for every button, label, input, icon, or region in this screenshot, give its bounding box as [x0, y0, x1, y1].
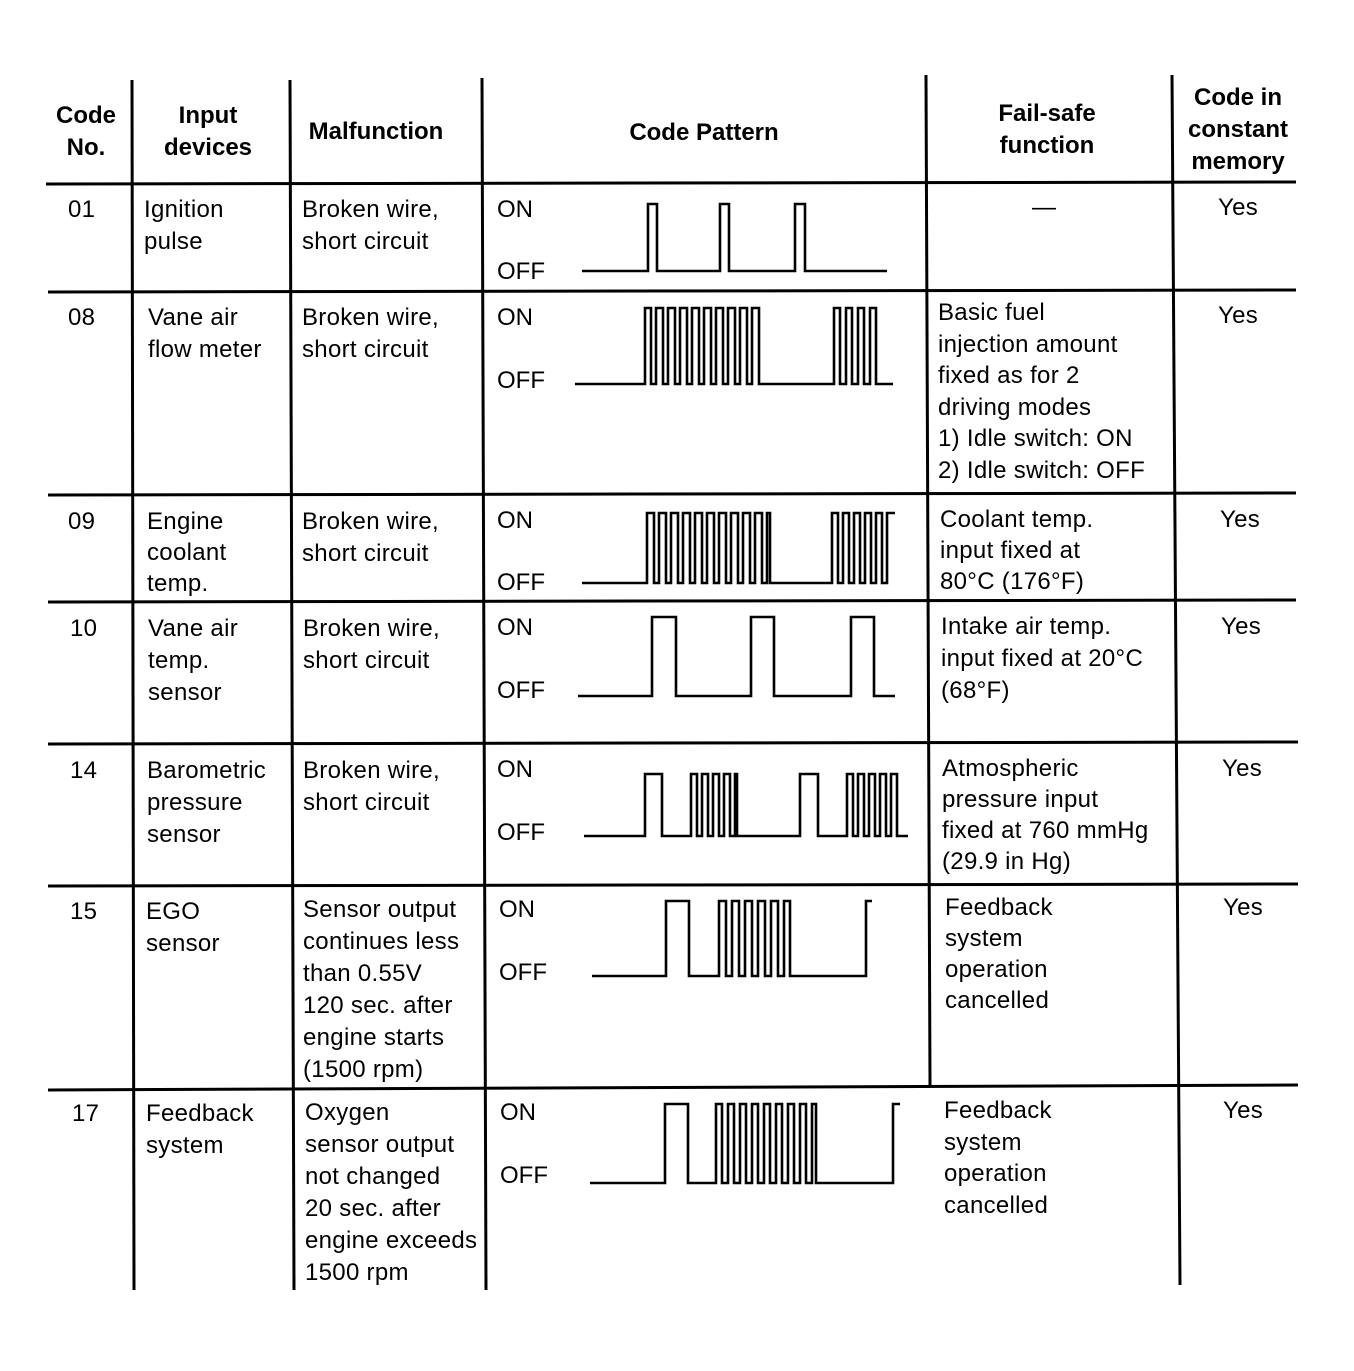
failsafe-09: Coolant temp. input fixed at 80°C (176°F)	[940, 506, 1094, 595]
memory-01: Yes	[1218, 194, 1259, 221]
malfunction-01: Broken wire, short circuit	[302, 196, 439, 255]
malfunction-08: Broken wire, short circuit	[302, 304, 439, 363]
on-label-14: ON	[497, 756, 533, 783]
malfunction-10: Broken wire, short circuit	[303, 615, 440, 674]
memory-09: Yes	[1220, 506, 1261, 533]
code-15: 15	[70, 898, 98, 925]
failsafe-01: —	[1032, 194, 1057, 221]
code-10: 10	[70, 615, 98, 642]
on-label-17: ON	[500, 1099, 536, 1126]
malfunction-14: Broken wire, short circuit	[303, 757, 440, 816]
off-label-10: OFF	[497, 677, 545, 704]
malfunction-15: Sensor output continues less than 0.55V 120 sec. after engine starts (1500 rpm)	[303, 896, 460, 1083]
header-code-no: Code No.	[56, 102, 116, 161]
failsafe-08: Basic fuel injection amount fixed as for 2 driving modes 1) Idle switch: ON 2) Idle switch: OFF	[938, 299, 1146, 484]
memory-14: Yes	[1222, 755, 1263, 782]
failsafe-14: Atmospheric pressure input fixed at 760 mmHg (29.9 in Hg)	[942, 755, 1149, 875]
memory-17: Yes	[1223, 1097, 1264, 1124]
header-constant-memory: Code in constant memory	[1187, 84, 1288, 175]
failsafe-10: Intake air temp. input fixed at 20°C (68°F)	[941, 613, 1144, 704]
on-label-01: ON	[497, 196, 533, 223]
code-14: 14	[70, 757, 98, 784]
off-label-08: OFF	[497, 367, 545, 394]
failsafe-17: Feedback system operation cancelled	[944, 1097, 1052, 1219]
off-label-14: OFF	[497, 819, 545, 846]
off-label-09: OFF	[497, 569, 545, 596]
malfunction-09: Broken wire, short circuit	[302, 508, 439, 567]
device-01: Ignition pulse	[144, 196, 224, 255]
code-17: 17	[72, 1100, 100, 1127]
header-input-devices: Input devices	[163, 102, 253, 161]
code-01: 01	[68, 196, 96, 223]
header-malfunction: Malfunction	[308, 118, 444, 145]
on-label-15: ON	[499, 896, 535, 923]
on-label-08: ON	[497, 304, 533, 331]
off-label-01: OFF	[497, 258, 545, 285]
header-fail-safe: Fail-safe function	[998, 100, 1096, 159]
off-label-17: OFF	[500, 1162, 548, 1189]
device-14: Barometric pressure sensor	[147, 757, 267, 848]
device-08: Vane air flow meter	[148, 304, 262, 363]
device-10: Vane air temp. sensor	[148, 615, 239, 706]
memory-08: Yes	[1218, 302, 1259, 329]
memory-15: Yes	[1223, 894, 1264, 921]
code-08: 08	[68, 304, 96, 331]
memory-10: Yes	[1221, 613, 1262, 640]
off-label-15: OFF	[499, 959, 547, 986]
device-17: Feedback system	[146, 1100, 254, 1159]
malfunction-17: Oxygen sensor output not changed 20 sec. after engine exceeds 1500 rpm	[305, 1099, 478, 1286]
device-09: Engine coolant temp.	[147, 508, 227, 597]
device-15: EGO sensor	[146, 898, 220, 957]
on-label-10: ON	[497, 614, 533, 641]
failsafe-15: Feedback system operation cancelled	[945, 894, 1053, 1014]
header-code-pattern: Code Pattern	[629, 119, 779, 146]
code-09: 09	[68, 508, 96, 535]
on-label-09: ON	[497, 507, 533, 534]
